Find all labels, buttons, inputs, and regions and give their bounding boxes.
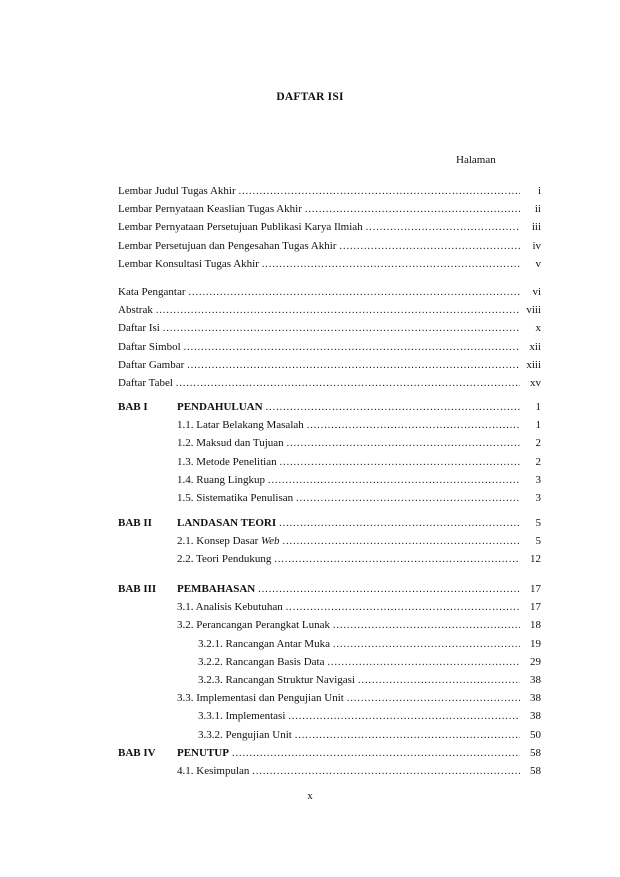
dot-leader [339,239,520,254]
section-entry [177,690,541,706]
toc-entry-label: Lembar Persetujuan dan Pengesahan Tugas Akhir [118,239,337,252]
dot-leader [252,764,520,779]
preliminary-entry [118,357,541,373]
chapter-number: BAB I [118,401,148,413]
toc-entry-page: 5 [535,517,541,529]
subsection-entry [198,708,541,724]
toc-entry-page: iv [532,239,541,252]
page-column-header: Halaman [456,154,496,166]
toc-entry-label: 1.4. Ruang Lingkup [177,473,265,486]
toc-entry-page: 17 [530,583,541,595]
toc-entry-page: i [537,185,541,197]
toc-entry-label: 3.3.1. Implementasi [198,710,286,723]
toc-entry-label: 3.1. Analisis Kebutuhan [177,601,283,614]
toc-entry-page: 38 [530,710,541,723]
toc-entry-page: v [535,257,541,270]
dot-leader [163,321,520,336]
section-entry [177,599,541,615]
dot-leader [280,455,520,470]
section-entry [177,435,541,451]
toc-entry-label: Abstrak [118,304,153,317]
toc-entry-label: Daftar Tabel [118,377,173,389]
dot-leader [279,516,520,531]
dot-leader [333,637,520,652]
preliminary-entry [118,375,541,391]
dot-leader [274,552,520,567]
subsection-entry [198,727,541,743]
toc-entry-page: viii [526,304,541,317]
dot-leader [176,376,520,391]
toc-entry-page: 58 [530,747,541,759]
section-entry [177,454,541,470]
toc-entry-label: Kata Pengantar [118,286,186,298]
toc-entry-page: 1 [535,401,541,413]
toc-entry-page: 19 [530,637,541,650]
chapter-entry [177,515,541,531]
front-matter-entry [118,183,541,199]
front-matter-entry [118,256,541,272]
toc-entry-label: PENDAHULUAN [177,401,263,413]
preliminary-entry [118,284,541,300]
toc-entry-label: Lembar Pernyataan Persetujuan Publikasi Karya Ilmiah [118,221,363,234]
dot-leader [239,184,520,199]
chapter-entry [177,745,541,761]
dot-leader [184,340,520,355]
toc-entry-label: Daftar Simbol [118,340,181,353]
toc-entry-page: x [535,322,541,335]
toc-entry-page: xv [530,377,541,389]
toc-entry-page: 58 [530,765,541,778]
front-matter-entry [118,219,541,235]
dot-leader [366,220,520,235]
dot-leader [258,582,520,597]
toc-entry-page: 38 [530,692,541,705]
section-entry [177,551,541,567]
chapter-number: BAB IV [118,747,156,759]
toc-entry-label: 1.1. Latar Belakang Masalah [177,419,304,432]
toc-entry-page: 2 [535,437,541,450]
dot-leader [268,473,520,488]
section-entry [177,417,541,433]
dot-leader [327,655,520,670]
dot-leader [287,436,520,451]
toc-entry-page: 29 [530,655,541,668]
toc-entry-label: 2.2. Teori Pendukung [177,553,272,566]
toc-entry-page: 2 [535,455,541,468]
toc-entry-label: Lembar Pernyataan Keaslian Tugas Akhir [118,203,302,216]
toc-entry-label: 3.2.3. Rancangan Struktur Navigasi [198,674,356,686]
dot-leader [295,728,520,743]
toc-entry-page: 1 [535,419,541,432]
dot-leader [358,673,520,688]
toc-entry-label: 3.3. Implementasi dan Pengujian Unit [177,692,344,705]
toc-entry-label: 3.2.2. Rancangan Basis Data [198,655,325,668]
dot-leader [187,358,520,373]
toc-entry-page: xiii [526,358,541,371]
subsection-entry [198,654,541,670]
toc-entry-page: 3 [535,473,541,486]
section-entry [177,763,541,779]
dot-leader [305,202,520,217]
front-matter-entry [118,238,541,254]
section-entry [177,617,541,633]
section-entry [177,490,541,506]
dot-leader [333,618,520,633]
preliminary-entry [118,302,541,318]
toc-entry-label: 2.1. Konsep Dasar Web [177,535,280,548]
toc-entry-page: 38 [530,674,541,686]
preliminary-entry [118,339,541,355]
front-matter-entry [118,201,541,217]
toc-entry-page: 18 [530,619,541,632]
toc-entry-label: 3.2.1. Rancangan Antar Muka [198,637,330,650]
toc-entry-label: Daftar Gambar [118,358,185,371]
chapter-entry [177,581,541,597]
section-entry [177,533,541,549]
toc-entry-page: 5 [535,535,541,548]
dot-leader [288,709,520,724]
subsection-entry [198,636,541,652]
dot-leader [232,746,520,761]
dot-leader [347,691,520,706]
toc-entry-page: iii [531,221,541,234]
dot-leader [286,600,520,615]
chapter-number: BAB II [118,517,152,529]
chapter-entry [177,399,541,415]
page-number: x [307,790,313,802]
dot-leader [156,303,520,318]
dot-leader [266,400,520,415]
toc-entry-page: vi [532,286,541,298]
toc-entry-label: Lembar Konsultasi Tugas Akhir [118,257,259,270]
toc-entry-label: 3.2. Perancangan Perangkat Lunak [177,619,331,632]
toc-entry-page: 12 [530,553,541,566]
toc-entry-page: ii [534,203,541,216]
chapter-number: BAB III [118,583,157,595]
toc-entry-page: 3 [535,492,541,504]
toc-entry-label: LANDASAN TEORI [177,517,277,529]
toc-entry-label: Daftar Isi [118,322,160,335]
toc-entry-label: 4.1. Kesimpulan [177,765,250,778]
toc-entry-label: 1.3. Metode Penelitian [177,455,277,468]
page-title: DAFTAR ISI [276,91,344,103]
toc-entry-label: Lembar Judul Tugas Akhir [118,185,236,197]
toc-entry-label: PEMBAHASAN [177,583,256,595]
dot-leader [283,534,520,549]
dot-leader [296,491,520,506]
dot-leader [189,285,521,300]
dot-leader [307,418,520,433]
section-entry [177,472,541,488]
toc-entry-page: 50 [530,728,541,741]
subsection-entry [198,672,541,688]
toc-entry-label: 1.2. Maksud dan Tujuan [177,437,284,450]
dot-leader [262,257,520,272]
toc-entry-label: PENUTUP [177,747,229,759]
toc-entry-page: 17 [530,601,541,614]
toc-entry-label: 3.3.2. Pengujian Unit [198,728,292,741]
toc-entry-label: 1.5. Sistematika Penulisan [177,492,294,504]
toc-entry-page: xii [529,340,541,353]
preliminary-entry [118,320,541,336]
